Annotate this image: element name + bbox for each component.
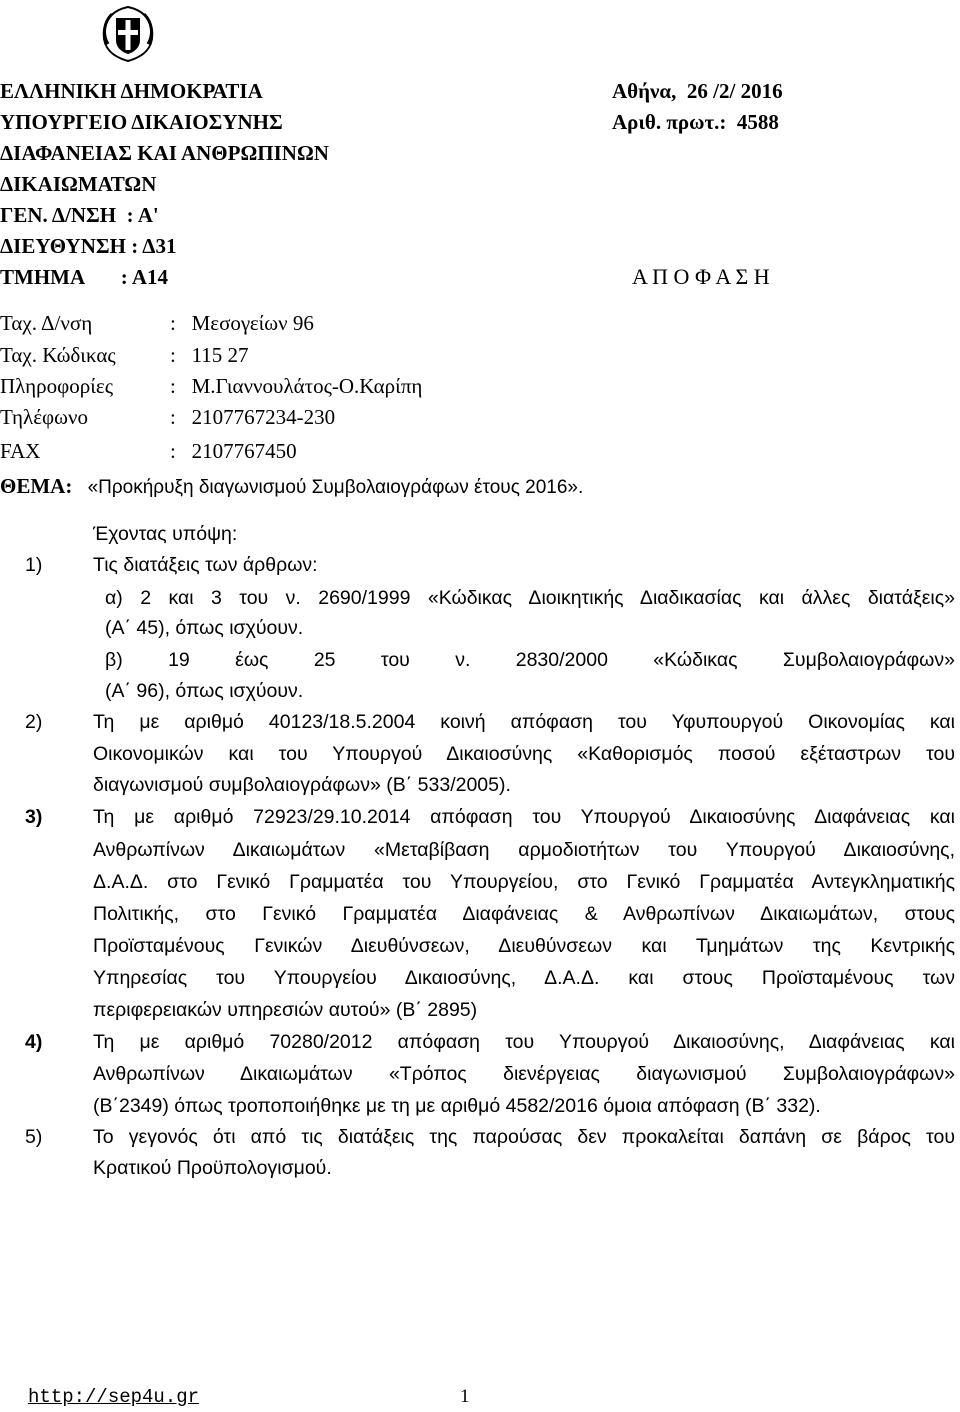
org-line-ministry-3: ΔΙΚΑΙΩΜΑΤΩΝ [0,172,157,196]
contact-label: Πληροφορίες [0,374,114,398]
item-2-line-2: Οικονομικών και του Υπουργού Δικαιοσύνης «Καθορισμός ποσού εξέταστρων του [93,743,955,765]
contact-label: FAX [0,439,41,463]
org-line-directorate: ΔΙΕΥΘΥΝΣΗ : Δ31 [0,234,177,258]
contact-row-fax [0,439,297,463]
item-3-line-7: περιφερειακών υπηρεσιών αυτού» (Β΄ 2895) [93,999,478,1021]
document-date: Αθήνα, 26 /2/ 2016 [612,79,783,103]
item-5-line-2: Κρατικού Προϋπολογισμού. [93,1157,332,1179]
decision-title: Α Π Ο Φ Α Σ Η [632,264,770,289]
org-line-republic: ΕΛΛΗΝΙΚΗ ΔΗΜΟΚΡΑΤΙΑ [0,79,263,103]
contact-value: : Μ.Γιαννουλάτος-Ο.Καρίπη [170,374,423,398]
contact-row-address [0,311,314,335]
item-3-line-4: Πολιτικής, στο Γενικό Γραμματέα Διαφάνειας & Ανθρωπίνων Δικαιωμάτων, στους [93,903,955,925]
item-4-number: 4) [25,1031,43,1053]
item-4-line-3: (Β΄2349) όπως τροποποιήθηκε με τη με αριθμό 4582/2016 όμοια απόφαση (Β΄ 332). [93,1095,821,1117]
intro-text: Έχοντας υπόψη: [93,523,238,545]
subject-label: ΘΕΜΑ: [0,474,73,498]
item-1b-line-2: (Α΄ 96), όπως ισχύουν. [105,680,304,702]
contact-value: : 115 27 [170,343,249,367]
item-5-line-1: Το γεγονός ότι από τις διατάξεις της παρούσας δεν προκαλείται δαπάνη σε βάρος του [93,1126,955,1148]
org-line-general-directorate: ΓΕΝ. Δ/ΝΣΗ : Α' [0,203,159,227]
item-3-line-6: Υπηρεσίας του Υπουργείου Δικαιοσύνης, Δ.Α.Δ. και στους Προϊσταμένους των [93,967,955,989]
footer-link[interactable]: http://sep4u.gr [28,1386,200,1408]
org-line-ministry: ΥΠΟΥΡΓΕΙΟ ΔΙΚΑΙΟΣΥΝΗΣ [0,110,283,134]
item-3-line-1: Τη με αριθμό 72923/29.10.2014 απόφαση του Υπουργού Δικαιοσύνης Διαφάνειας και [93,806,955,828]
contact-label: Ταχ. Δ/νση [0,311,93,335]
item-2-line-3: διαγωνισμού συμβολαιογράφων» (Β΄ 533/2005). [93,774,511,796]
item-1-number: 1) [25,554,43,576]
contact-row-info [0,374,422,398]
item-1a-line-2: (Α΄ 45), όπως ισχύουν. [105,617,304,639]
subject-line [0,474,583,500]
item-4-line-2: Ανθρωπίνων Δικαιωμάτων «Τρόπος διενέργειας διαγωνισμού Συμβολαιογράφων» [93,1063,955,1085]
item-1a-line-1: α) 2 και 3 του ν. 2690/1999 «Κώδικας Διοικητικής Διαδικασίας και άλλες διατάξεις» [105,587,955,609]
org-line-department: ΤΜΗΜΑ : Α14 [0,265,168,289]
item-2-number: 2) [25,711,43,733]
page-number: 1 [460,1386,470,1407]
protocol-number: Αριθ. πρωτ.: 4588 [612,110,779,134]
contact-value: : 2107767234-230 [170,405,336,429]
contact-row-phone [0,405,335,429]
coat-of-arms-emblem [98,4,158,64]
item-5-number: 5) [25,1126,43,1148]
item-3-line-2: Ανθρωπίνων Δικαιωμάτων «Μεταβίβαση αρμοδιοτήτων του Υπουργού Δικαιοσύνης, [93,839,955,861]
item-1-text: Τις διατάξεις των άρθρων: [93,554,318,576]
contact-row-postcode [0,343,249,367]
item-3-line-3: Δ.Α.Δ. στο Γενικό Γραμματέα του Υπουργείου, στο Γενικό Γραμματέα Αντεγκληματικής [93,871,955,893]
item-4-line-1: Τη με αριθμό 70280/2012 απόφαση του Υπουργού Δικαιοσύνης, Διαφάνειας και [93,1031,955,1053]
item-3-line-5: Προϊσταμένους Γενικών Διευθύνσεων, Διευθύνσεων και Τμημάτων της Κεντρικής [93,935,955,957]
item-1b-line-1: β) 19 έως 25 του ν. 2830/2000 «Κώδικας Συμβολαιογράφων» [105,649,955,671]
contact-value: : 2107767450 [170,439,297,463]
contact-value: : Μεσογείων 96 [170,311,314,335]
item-2-line-1: Τη με αριθμό 40123/18.5.2004 κοινή απόφαση του Υφυπουργού Οικονομίας και [93,711,955,733]
contact-label: Ταχ. Κώδικας [0,343,116,367]
contact-label: Τηλέφωνο [0,405,88,429]
item-3-number: 3) [25,806,43,828]
subject-text: «Προκήρυξη διαγωνισμού Συμβολαιογράφων έτους 2016». [87,477,584,498]
org-line-ministry-2: ΔΙΑΦΑΝΕΙΑΣ ΚΑΙ ΑΝΘΡΩΠΙΝΩΝ [0,141,329,165]
